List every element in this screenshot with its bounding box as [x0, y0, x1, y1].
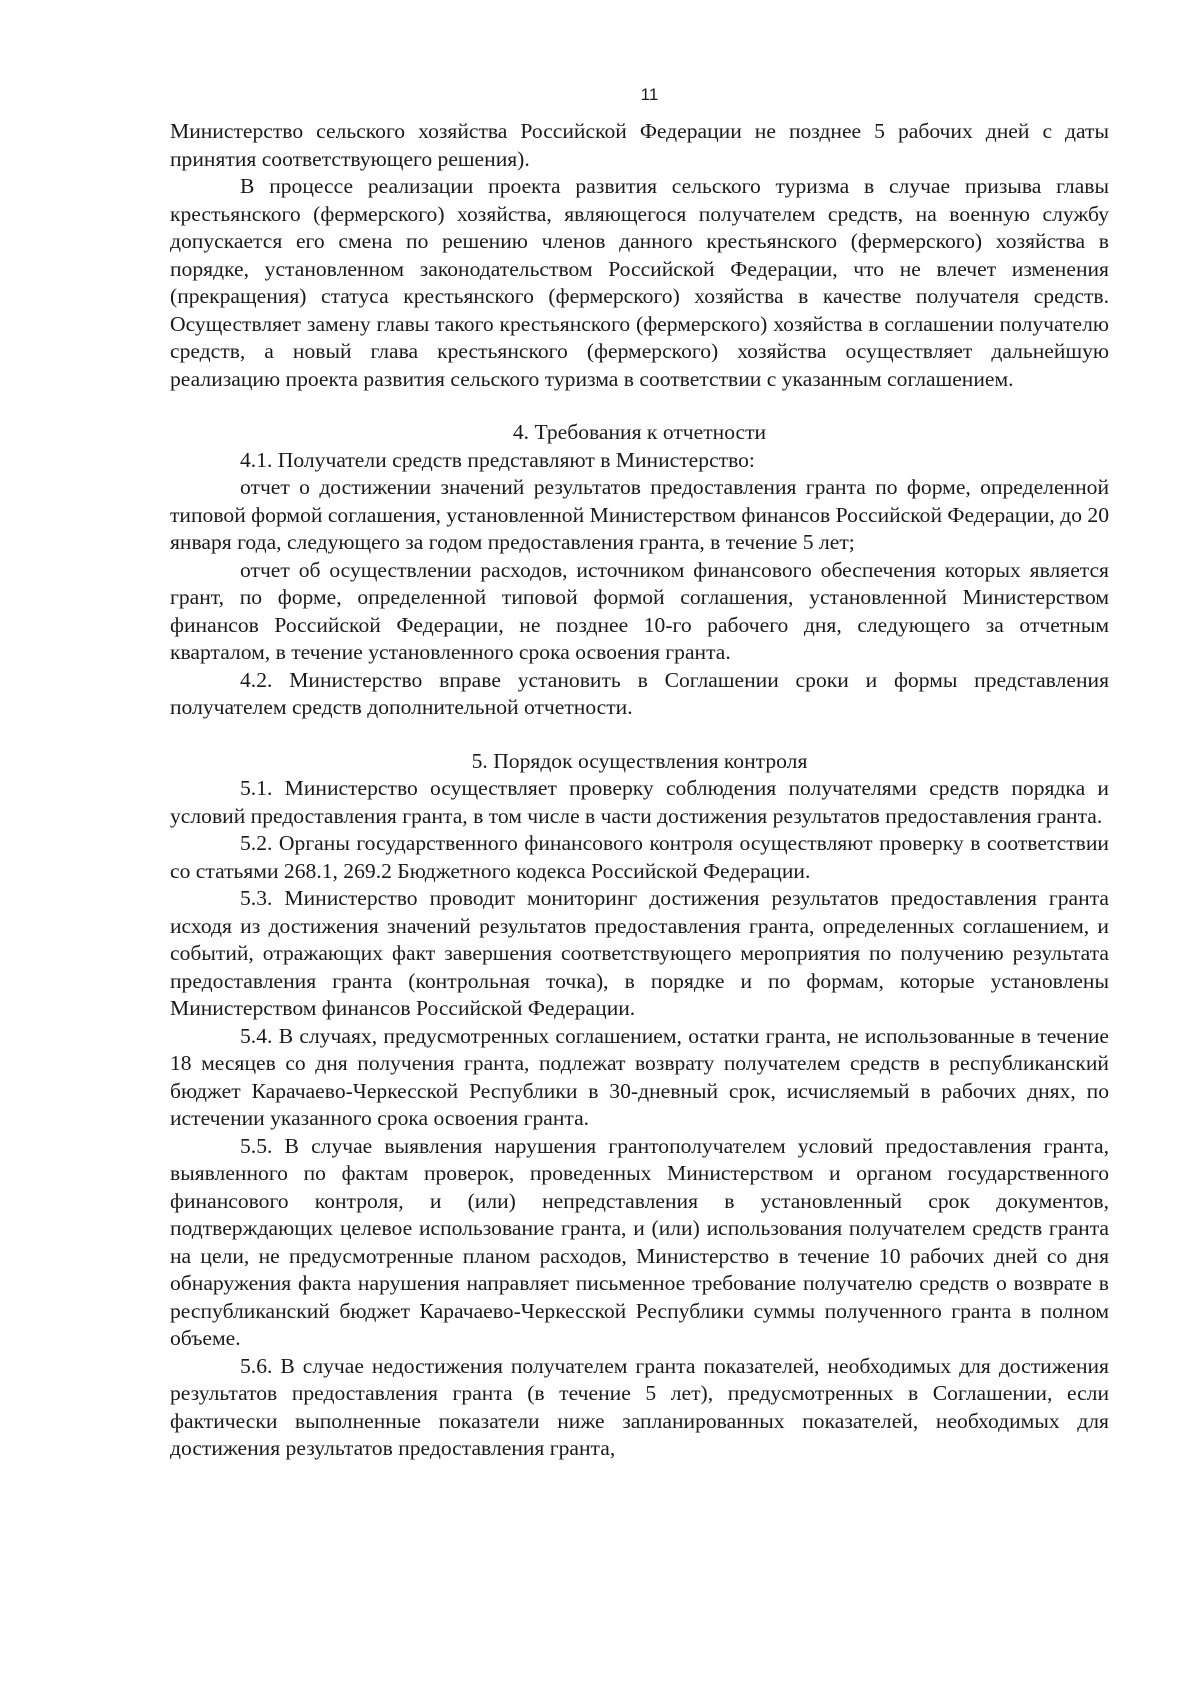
section-5-paragraph-3: 5.3. Министерство проводит мониторинг достижения результатов предоставления гранта исходя из достижения значений результатов предоставления гранта, определенных соглашением, и событий, отражающих факт завершения соответствующего мероприятия по получению результата предоставления гранта (контрольная точка), в порядке и по формам, которые установлены Министерством финансов Российской Федерации.	[170, 886, 1109, 1020]
section-4-heading: 4. Требования к отчетности	[512, 420, 767, 444]
section-5-paragraph-1: 5.1. Министерство осуществляет проверку соблюдения получателями средств порядка и условий предоставления гранта, в том числе в части достижения результатов предоставления гранта.	[170, 776, 1109, 828]
section-5-paragraph-2: 5.2. Органы государственного финансового контроля осуществляют проверку в соответствии со статьями 268.1, 269.2 Бюджетного кодекса Российской Федерации.	[170, 831, 1109, 883]
section-5-paragraph-6: 5.6. В случае недостижения получателем гранта показателей, необходимых для достижения результатов предоставления гранта (в течение 5 лет), предусмотренных в Соглашении, если фактически выполненные показатели ниже запланированных показателей, необходимых для достижения результатов предоставления гранта,	[170, 1353, 1109, 1460]
intro-paragraph: В процессе реализации проекта развития сельского туризма в случае призыва главы крестьянского (фермерского) хозяйства, являющегося получателем средств, на военную службу допускается его смена по решению членов данного крестьянского (фермерского) хозяйства в порядке, установленном законодательством Российской Федерации, что не влечет изменения (прекращения) статуса крестьянского (фермерского) хозяйства в качестве получателя средств. Осуществляет замену главы такого крестьянского (фермерского) хозяйства в соглашении получателю средств, а новый глава крестьянского (фермерского) хозяйства осуществляет дальнейшую реализацию проекта развития сельского туризма в соответствии с указанным соглашением.	[170, 174, 1109, 391]
section-4-paragraph-4: 4.2. Министерство вправе установить в Соглашении сроки и формы представления получателем средств дополнительной отчетности.	[170, 667, 1109, 719]
section-5-heading: 5. Порядок осуществления контроля	[471, 748, 808, 773]
section-4-paragraph-2: отчет о достижении значений результатов предоставления гранта по форме, определенной типовой формой соглашения, установленной Министерством финансов Российской Федерации, до 20 января года, следующего за годом предоставления гранта, в течение 5 лет;	[170, 475, 1109, 554]
section-4-paragraph-1: 4.1. Получатели средств представляют в Министерство:	[240, 447, 755, 472]
section-4-paragraph-3: отчет об осуществлении расходов, источником финансового обеспечения которых является грант, по форме, определенной типовой формой соглашения, установленной Министерством финансов Российской Федерации, не позднее 10-го рабочего дня, следующего за отчетным кварталом, в течение установленного срока освоения гранта.	[170, 557, 1109, 664]
page-number: 11	[640, 85, 659, 104]
section-5-paragraph-5: 5.5. В случае выявления нарушения грантополучателем условий предоставления гранта, выявленного по фактам проверок, проведенных Министерством и органом государственного финансового контроля, и (или) непредставления в установленный срок документов, подтверждающих целевое использование гранта, и (или) использования получателем средств гранта на цели, не предусмотренные планом расходов, Министерство в течение 10 рабочих дней со дня обнаружения факта нарушения направляет письменное требование получателю средств о возврате в республиканский бюджет Карачаево-Черкесской Республики суммы полученного гранта в полном объеме.	[170, 1133, 1109, 1350]
section-5-paragraph-4: 5.4. В случаях, предусмотренных соглашением, остатки гранта, не использованные в течение 18 месяцев со дня получения гранта, подлежат возврату получателем средств в республиканский бюджет Карачаево-Черкесской Республики в 30-дневный срок, исчисляемый в рабочих днях, по истечении указанного срока освоения гранта.	[170, 1023, 1109, 1130]
intro-continuation: Министерство сельского хозяйства Российской Федерации не позднее 5 рабочих дней с даты принятия соответствующего решения).	[170, 119, 1109, 171]
